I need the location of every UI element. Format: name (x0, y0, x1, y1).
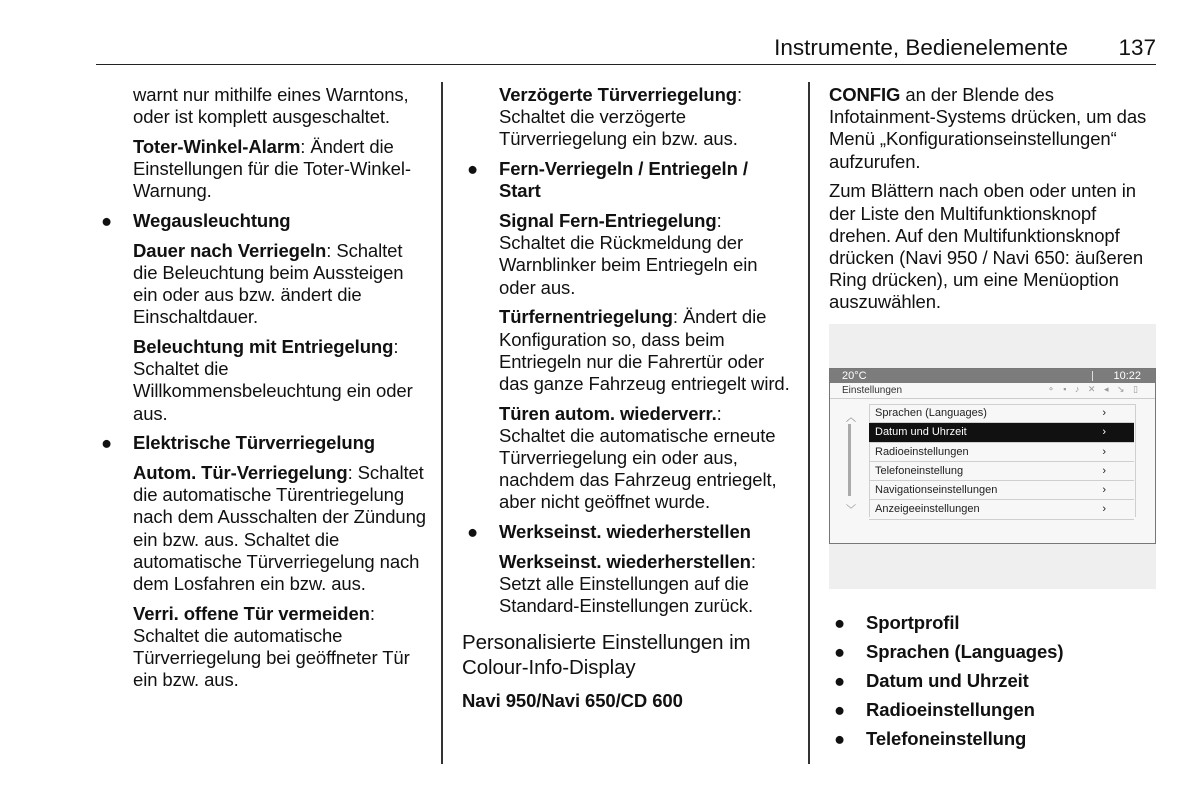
paragraph: Zum Blättern nach oben oder unten in der Liste den Multifunktionsknopf drehen. Auf den Multifunktionsknopf drücken (Navi 950 / Navi 650: äußeren Ring drücken), um eine Menüoption auszuwählen. (829, 180, 1144, 313)
settings-list (869, 404, 1134, 520)
column-1 (96, 84, 428, 699)
paragraph: Signal Fern-Entriegelung: Schaltet die Rückmeldung der Warnblinker beim Entriegeln ein oder aus. (499, 210, 758, 298)
bullet-item: ● Wegausleuchtung (101, 210, 291, 232)
column-divider (808, 82, 810, 764)
chevron-right-icon: › (1102, 426, 1106, 439)
chevron-right-icon: › (1102, 464, 1106, 477)
model-label: Navi 950/Navi 650/CD 600 (462, 690, 683, 712)
chevron-right-icon: › (1102, 445, 1106, 458)
paragraph: Beleuchtung mit Entriegelung: Schaltet die Willkommensbeleuchtung ein oder aus. (133, 336, 413, 424)
paragraph: Werkseinst. wiederherstellen: Setzt alle Einstellungen auf die Standard-Einstellungen zurück. (499, 550, 756, 617)
section-title: Instrumente, Bedienelemente (774, 35, 1068, 60)
screen-title-bar (830, 383, 1155, 399)
scroll-down-icon: ﹀ (846, 505, 856, 516)
paragraph: warnt nur mithilfe eines Warntons, oder ist komplett ausgeschaltet. (133, 84, 409, 128)
temperature: 20°C (842, 370, 867, 382)
menu-item[interactable] (869, 500, 1134, 519)
menu-item-label: Navigationseinstellungen (875, 484, 998, 497)
menu-item[interactable] (869, 404, 1134, 423)
bullet-item: ● Elektrische Türverriegelung (101, 432, 376, 454)
paragraph: Autom. Tür-Verriegelung: Schaltet die automatische Türentriegelung nach dem Ausschalten der Zündung ein bzw. aus. Schaltet die automatische Türverriegelung nach dem Losfahren ein bzw. aus. (133, 462, 426, 595)
chevron-right-icon: › (1102, 407, 1106, 419)
menu-item[interactable] (869, 481, 1134, 500)
menu-item[interactable] (869, 462, 1134, 481)
column-3 (829, 84, 1159, 321)
bullet-item: ● Datum und Uhrzeit (834, 670, 1029, 691)
screen-title: Einstellungen (842, 385, 903, 396)
bullet-item: ● Telefoneinstellung (834, 728, 1027, 749)
infotainment-screen (829, 368, 1156, 544)
paragraph: Verzögerte Türverriegelung: Schaltet die verzögerte Türverriegelung ein bzw. aus. (499, 84, 743, 150)
paragraph: Verri. offene Tür vermeiden: Schaltet die automatische Türverriegelung bei geöffneter Tür ein bzw. aus. (133, 602, 410, 691)
bullet-item: ● Sportprofil (834, 612, 960, 633)
column-divider (441, 82, 443, 764)
menu-item-label: Datum und Uhrzeit (875, 426, 967, 439)
paragraph: Türen autom. wiederverr.: Schaltet die automatische erneute Türverriegelung ein oder aus, nachdem das Fahrzeug entriegelt, aber nicht geöffnet wurde. (499, 402, 777, 513)
status-bar (830, 369, 1155, 383)
page-number: 137 (1118, 35, 1156, 60)
chevron-right-icon: › (1102, 484, 1106, 497)
menu-item-label: Anzeigeeinstellungen (875, 503, 980, 516)
paragraph: Toter-Winkel-Alarm: Ändert die Einstellungen für die Toter-Winkel-Warnung. (133, 135, 411, 202)
bullet-item: ● Werkseinst. wiederherstellen (467, 521, 751, 543)
bullet-item: ● Radioeinstellungen (834, 699, 1035, 720)
settings-bullet-list (829, 608, 1159, 753)
paragraph: Türfernentriegelung: Ändert die Konfiguration so, dass beim Entriegeln nur die Fahrertür oder das ganze Fahrzeug entriegelt wird. (499, 306, 790, 394)
menu-item-label: Telefoneinstellung (875, 464, 964, 477)
scrollbar (848, 424, 851, 496)
scroll-up-icon: ︿ (846, 413, 856, 424)
clock: 10:22 (1113, 370, 1141, 382)
chevron-right-icon: › (1102, 503, 1106, 516)
paragraph: CONFIG an der Blende des Infotainment-Systems drücken, um das Menü „Konfigurationseinstellungen“ aufzurufen. (829, 84, 1147, 172)
menu-item[interactable] (869, 423, 1134, 442)
bullet-item: ● Fern-Verriegeln / Entriegeln / Start (467, 158, 748, 202)
column-2 (462, 84, 792, 720)
page-header (96, 34, 1156, 65)
paragraph: Dauer nach Verriegeln: Schaltet die Beleuchtung beim Aussteigen ein oder aus bzw. ändert die Einschaltdauer. (133, 239, 404, 328)
status-icons: ⚬ ▪ ♪ ✕ ◂ ↘ ▯ (1047, 384, 1141, 394)
section-heading: Personalisierte Einstellungen im Colour-Info-Display (462, 631, 751, 679)
bullet-item: ● Sprachen (Languages) (834, 641, 1064, 662)
menu-item-label: Sprachen (Languages) (875, 407, 987, 419)
menu-item-label: Radioeinstellungen (875, 445, 969, 458)
menu-item[interactable] (869, 443, 1134, 462)
